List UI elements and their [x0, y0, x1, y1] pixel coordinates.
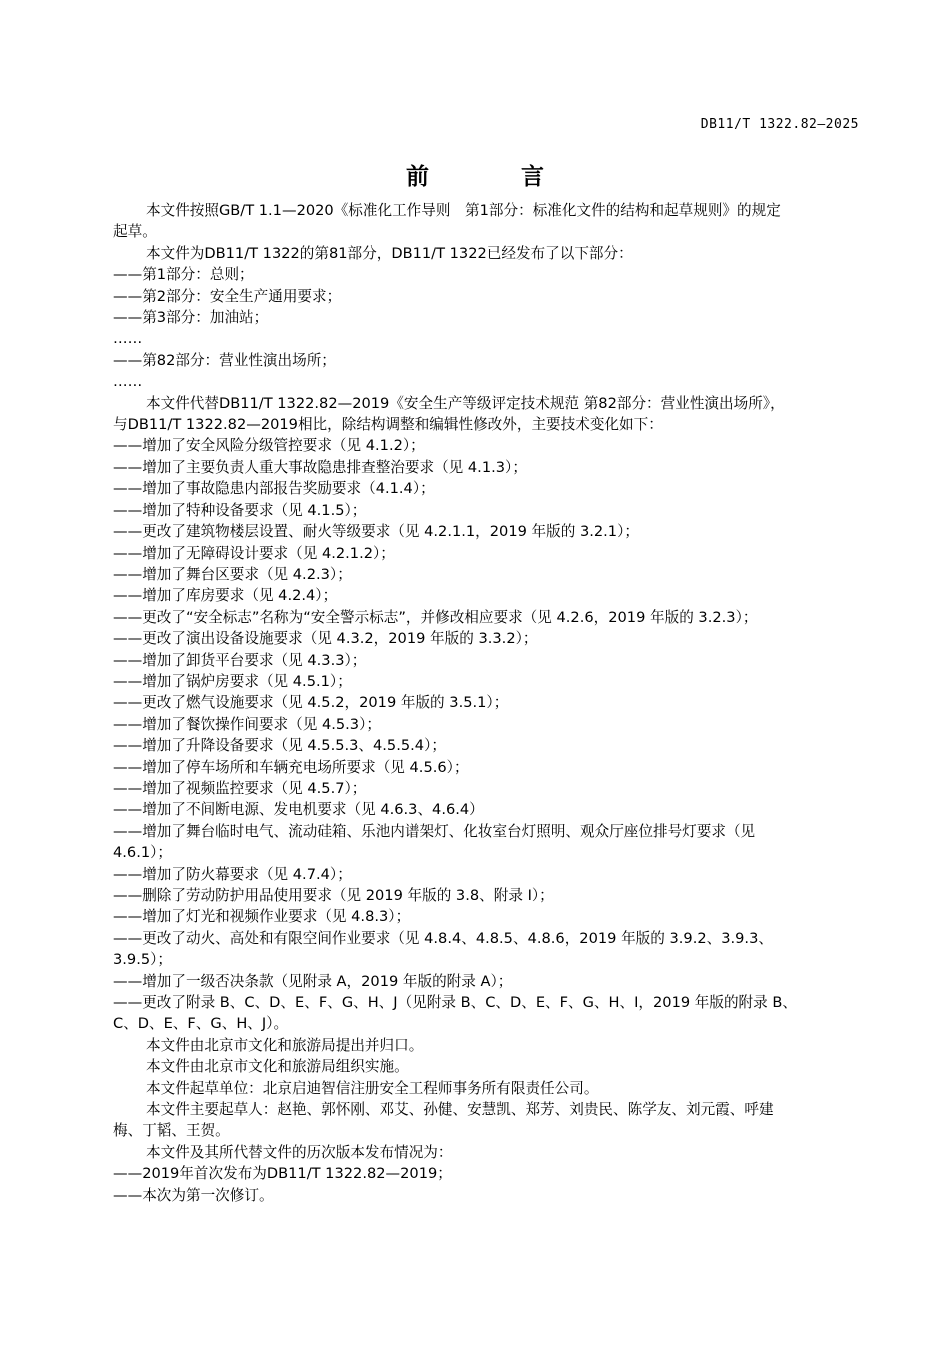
list-item-change: ——增加了餐饮操作间要求（见 4.5.3）； — [113, 715, 381, 733]
list-item-change: ——增加了特种设备要求（见 4.1.5）； — [113, 501, 367, 519]
document-code: DB11/T 1322.82—2025 — [700, 117, 859, 132]
list-item-change: ——增加了不间断电源、发电机要求（见 4.6.3、4.6.4） — [113, 801, 484, 819]
list-item-change: ——增加了防火幕要求（见 4.7.4）； — [113, 865, 352, 883]
list-item-change: ——更改了建筑物楼层设置、耐火等级要求（见 4.2.1.1，2019 年版的 3.2.1）； — [113, 523, 639, 541]
list-item-change: ——增加了安全风险分级管控要求（见 4.1.2）； — [113, 437, 425, 455]
list-item-change: ——删除了劳动防护用品使用要求（见 2019 年版的 3.8、附录 I）； — [113, 887, 554, 904]
list-item-change-wrap-line1: ——更改了动火、高处和有限空间作业要求（见 4.8.4、4.8.5、4.8.6，2019 年版的 3.9.2、3.9.3、 — [113, 929, 773, 947]
list-item-change: ——增加了视频监控要求（见 4.5.7）； — [113, 779, 367, 797]
list-item-change-wrap-line1: ——更改了附录 B、C、D、E、F、G、H、J（见附录 B、C、D、E、F、G、H、I，2019 年版的附录 B、 — [113, 994, 797, 1012]
paragraph-drafters-line2: 梅、丁韬、王贺。 — [113, 1122, 230, 1140]
list-item-change-wrap-line2: 3.9.5）； — [113, 951, 173, 969]
list-item-change-wrap-line2: 4.6.1）； — [113, 844, 173, 862]
paragraph-drafters-line1: 本文件主要起草人：赵艳、郭怀刚、邓艾、孙健、安慧凯、郑芳、刘贵民、陈学友、刘元霞、呼建 — [146, 1101, 774, 1119]
list-item-part: ——第1部分：总则； — [113, 266, 254, 284]
page-title: 前 言 — [405, 164, 586, 190]
paragraph-history: 本文件及其所代替文件的历次版本发布情况为： — [146, 1143, 453, 1161]
list-item-change: ——更改了燃气设施要求（见 4.5.2，2019 年版的 3.5.1）； — [113, 694, 509, 712]
list-item-change: ——增加了主要负责人重大事故隐患排查整治要求（见 4.1.3）； — [113, 458, 527, 476]
list-item-change: ——增加了锅炉房要求（见 4.5.1）； — [113, 672, 352, 690]
paragraph-drafting-basis-line1: 本文件按照GB/T 1.1—2020《标准化工作导则 第1部分：标准化文件的结构和起草规则》的规定 — [146, 202, 781, 219]
foreword-body — [113, 200, 860, 1206]
list-item-change: ——增加了升降设备要求（见 4.5.5.3、4.5.5.4）； — [113, 737, 446, 755]
list-item-change: ——更改了“安全标志”名称为“安全警示标志”，并修改相应要求（见 4.2.6，2019 年版的 3.2.3）； — [113, 608, 758, 626]
list-item-part: ——第2部分：安全生产通用要求； — [113, 287, 342, 305]
list-item-ellipsis: …… — [113, 330, 143, 348]
list-item-part: ——第3部分：加油站； — [113, 309, 269, 327]
paragraph-replacement-line1: 本文件代替DB11/T 1322.82—2019《安全生产等级评定技术规范 第82部分：营业性演出场所》， — [146, 394, 785, 412]
paragraph-replacement-line2: 与DB11/T 1322.82—2019相比，除结构调整和编辑性修改外，主要技术变化如下： — [113, 416, 663, 434]
list-item-change: ——更改了演出设备设施要求（见 4.3.2，2019 年版的 3.3.2）； — [113, 630, 538, 648]
paragraph-proposer: 本文件由北京市文化和旅游局提出并归口。 — [146, 1036, 424, 1054]
list-item-ellipsis: …… — [113, 373, 143, 391]
list-item-change: ——增加了库房要求（见 4.2.4）； — [113, 587, 338, 605]
list-item-change-wrap-line1: ——增加了舞台临时电气、流动硅箱、乐池内谱架灯、化妆室台灯照明、观众厅座位排号灯要求（见 — [113, 822, 756, 840]
paragraph-series-info: 本文件为DB11/T 1322的第81部分，DB11/T 1322已经发布了以下部分： — [146, 244, 633, 262]
list-item-change: ——增加了舞台区要求（见 4.2.3）； — [113, 565, 352, 583]
list-item-change: ——增加了卸货平台要求（见 4.3.3）； — [113, 651, 367, 669]
list-item-change: ——增加了灯光和视频作业要求（见 4.8.3）； — [113, 908, 411, 926]
list-item-change: ——增加了事故隐患内部报告奖励要求（4.1.4）； — [113, 480, 435, 498]
list-item-change-wrap-line2: C、D、E、F、G、H、J）。 — [113, 1015, 289, 1033]
list-item-history: ——2019年首次发布为DB11/T 1322.82—2019； — [113, 1165, 452, 1183]
paragraph-drafting-unit: 本文件起草单位：北京启迪智信注册安全工程师事务所有限责任公司。 — [146, 1079, 599, 1097]
list-item-history: ——本次为第一次修订。 — [113, 1186, 274, 1204]
list-item-change: ——增加了停车场所和车辆充电场所要求（见 4.5.6）； — [113, 758, 469, 776]
paragraph-drafting-basis-line2: 起草。 — [113, 223, 157, 241]
list-item-change: ——增加了无障碍设计要求（见 4.2.1.2）； — [113, 544, 395, 562]
list-item-change: ——增加了一级否决条款（见附录 A，2019 年版的附录 A）； — [113, 972, 513, 990]
list-item-part: ——第82部分：营业性演出场所； — [113, 351, 336, 369]
paragraph-implementer: 本文件由北京市文化和旅游局组织实施。 — [146, 1058, 409, 1076]
